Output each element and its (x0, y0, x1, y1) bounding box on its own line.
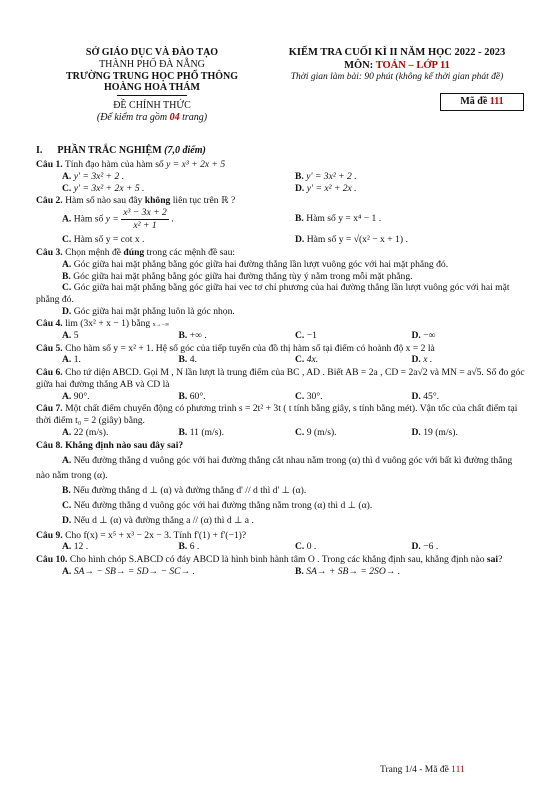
school-header (52, 47, 252, 124)
question-9: Câu 9. Cho f(x) = x⁵ + x³ − 2x − 3. Tính f'(1) + f'(−1)? A. 12 . B. 6 . C. 0 . D. −6 . (36, 529, 439, 553)
page-count-note: (Để kiểm tra gồm 04 trang) (96, 111, 208, 123)
header-underline (117, 95, 187, 96)
section-heading: I. PHẦN TRẮC NGHIỆM (7,0 điểm) (36, 145, 206, 156)
exam-content (36, 145, 528, 577)
exam-title: KIỂM TRA CUỐI KÌ II NĂM HỌC 2022 - 2023 (288, 47, 506, 58)
question-8: Câu 8. Khẳng định nào sau đây sai? A. Nếu đường thẳng d vuông góc với hai đường thẳng cắt nhau nằm trong (α) thì d vuông góc với bất kì đường thẳng nào nằm trong (α). B. Nếu đường thẳng d ⊥ (α) và đường thẳng d' // d thì d' ⊥ (α). C. Nếu đường thẳng d vuông góc với hai đường thẳng nằm trong (α) thì d ⊥ (α). D. Nếu d ⊥ (α) và đường thẳng a // (α) thì d ⊥ a . (36, 440, 513, 526)
exam-time: Thời gian làm bài: 90 phút (không kể thời gian phát đề) (290, 72, 504, 83)
exam-subject: MÔN: TOÁN – LỚP 11 (344, 59, 450, 71)
question-4: Câu 4. lim (3x² + x − 1) bằng x→−∞ A. 5 B. +∞ . C. −1 D. −∞ (36, 318, 436, 342)
question-6: Câu 6. Cho tứ diện ABCD. Gọi M , N lần lượt là trung điểm của BC , AD . Biết AB = 2a , CD = 2a√2 và MN = a√5. Số đo góc giữa hai đường thẳng AB và CD là A. 90°. B. 60°. C. 30°. D. 45°. (36, 367, 525, 402)
school-name-2: HOÀNG HOA THÁM (104, 82, 200, 94)
question-5: Câu 5. Cho hàm số y = x² + 1. Hệ số góc của tiếp tuyến của đồ thị hàm số tại điểm có hoành độ x = 2 là A. 1. B. 4. C. 4x. D. x . (36, 342, 435, 366)
exam-header (262, 47, 532, 84)
school-name: TRƯỜNG TRUNG HỌC PHỔ THÔNG (65, 70, 239, 82)
exam-code-box: Mã đề 111 (440, 93, 524, 111)
question-1: Câu 1. Tính đạo hàm của hàm số y = x³ + 2x + 5 A. y' = 3x² + 2 . B. y' = 3x² + 2 . C. y' = 3x² + 2x + 5 . D. y' = x² + 2x . (36, 159, 357, 194)
city-name: THÀNH PHỐ ĐÀ NẴNG (99, 58, 205, 70)
question-2: Câu 2. Hàm số nào sau đây không liên tục trên ℝ ? A. Hàm số y = $\frac{\text{x³ − 3x + 2}}{\text{x² + 1}}$ . B. Hàm số y = x⁴ − 1 . C. Hàm số y = cot x . D. Hàm số y = √(x² − x + 1) . (36, 195, 408, 246)
question-3: Câu 3. Chọn mệnh đề đúng trong các mệnh đề sau: A. Góc giữa hai mặt phẳng bằng góc giữa hai đường thẳng lần lượt vuông góc với hai mặt phẳng đó. B. Góc giữa hai mặt phẳng bằng góc giữa hai đường thẳng tùy ý nằm trong mỗi mặt phẳng. C. Góc giữa hai mặt phẳng bằng góc giữa hai vec tơ chỉ phương của hai đường thẳng lần lượt vuông góc với hai mặt phẳng đó. D. Góc giữa hai mặt phẳng luôn là góc nhọn. (36, 247, 510, 317)
official-label: ĐỀ CHÍNH THỨC (113, 100, 191, 112)
question-7: Câu 7. Một chất điểm chuyển động có phương trình s = 2t² + 3t ( t tính bằng giây, s tính bằng mét). Vận tốc của chất điểm tại thời điểm t₀ = 2 (giây) bằng. A. 22 (m/s). B. 11 (m/s). C. 9 (m/s). D. 19 (m/s). (36, 403, 518, 438)
question-10: Câu 10. Cho hình chóp S.ABCD có đáy ABCD là hình bình hành tâm O . Trong các khẳng định sau, khẳng định nào sai? A. SA→ − SB→ = SD→ − SC→ . B. SA→ + SB→ = 2SO→ . (36, 553, 503, 577)
page-footer: Trang 1/4 - Mã đề 111 (380, 765, 465, 775)
department-name: SỞ GIÁO DỤC VÀ ĐÀO TẠO (85, 47, 219, 58)
fraction: $\frac{\text{x³ − 3x + 2}}{\text{x² + 1}}$ (123, 207, 167, 231)
